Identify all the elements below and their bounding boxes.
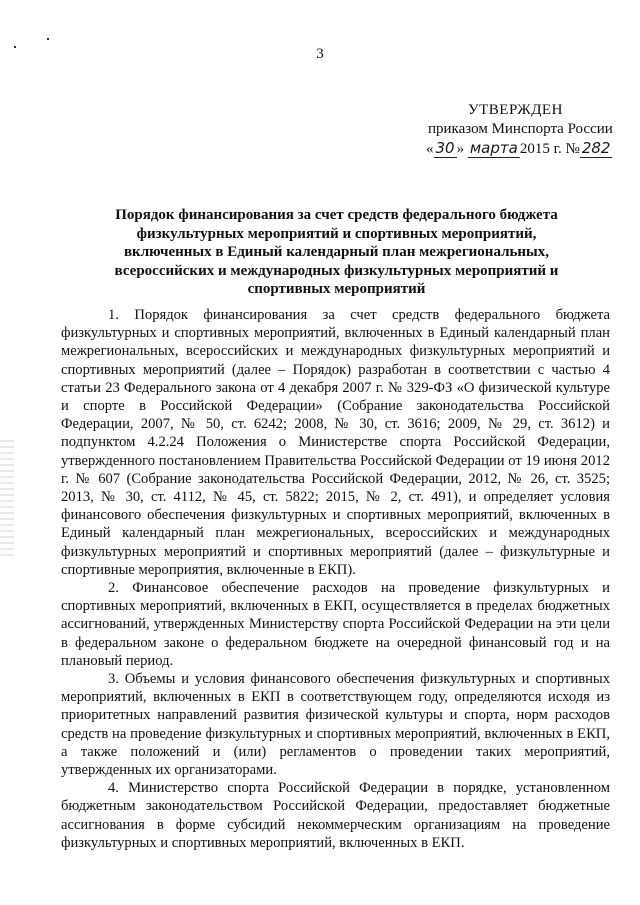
approval-order: приказом Минспорта России — [428, 121, 613, 137]
title-line: включенных в Единый календарный план межрегиональных, — [123, 244, 550, 261]
title-line: спортивных мероприятий — [247, 281, 426, 298]
date-close-quote: » — [456, 141, 465, 157]
approval-stamp — [420, 101, 630, 159]
approval-status: УТВЕРЖДЕН — [468, 102, 563, 118]
document-body — [61, 306, 610, 852]
paragraph-1: 1. Порядок финансирования за счет средств федерального бюджета физкультурных и спортивных мероприятий, включенных в Единый календарный план межрегиональных, всероссийских и международных физкультурных мероприятий и спортивных мероприятий (далее – Порядок) разработан в соответствии с частью 4 статьи 23 Федерального закона от 4 декабря 2007 г. № 329-ФЗ «О физической культуре и спорте в Российской Федерации» (Собрание законодательства Российской Федерации, 2007, № 50, ст. 6242; 2008, № 30, ст. 3616; 2009, № 29, ст. 3612) и подпунктом 4.2.24 Положения о Министерстве спорта Российской Федерации, утвержденного постановлением Правительства Российской Федерации от 19 июня 2012 г. № 607 (Собрание законодательства Российской Федерации, 2012, № 26, ст. 3525; 2013, № 30, ст. 4112, № 45, ст. 5822; 2015, № 2, ст. 491), и определяет условия финансового обеспечения физкультурных и спортивных мероприятий, включенных в Единый календарный план межрегиональных, всероссийских и международных физкультурных мероприятий и спортивных мероприятий (далее – физкультурные и спортивные мероприятия, включенные в ЕКП). — [61, 307, 610, 578]
paragraph-4: 4. Министерство спорта Российской Федерации в порядке, установленном бюджетным законодательством Российской Федерации, предоставляет бюджетные ассигнования в форме субсидий некоммерческим организациям на проведение физкультурных и спортивных мероприятий, включенных в ЕКП. — [61, 780, 610, 851]
handwritten-order-number: 282 — [581, 139, 611, 157]
title-line: Порядок финансирования за счет средств федерального бюджета — [115, 207, 558, 223]
paragraph-3: 3. Объемы и условия финансового обеспечения физкультурных и спортивных мероприятий, включенных в ЕКП в соответствующем году, определяются исходя из приоритетных направлений развития физической культуры и спорта, норм расходов средств на проведение физкультурных и спортивных мероприятий, включенных в ЕКП, а также положений и (или) регламентов о проведении таких мероприятий, утвержденных их организаторами. — [61, 671, 610, 779]
scan-edge-noise — [0, 440, 14, 560]
date-year: 2015 г. № — [519, 141, 580, 157]
title-line: физкультурных мероприятий и спортивных мероприятий, — [136, 225, 537, 242]
approval-date — [420, 139, 630, 159]
page-number: 3 — [316, 46, 324, 62]
document-title — [62, 206, 611, 299]
handwritten-day: 30 — [435, 139, 455, 157]
handwritten-month: марта — [469, 139, 518, 157]
title-line: всероссийских и международных физкультурных мероприятий и — [114, 262, 559, 279]
date-open-quote: « — [426, 141, 434, 157]
paragraph-2: 2. Финансовое обеспечение расходов на проведение физкультурных и спортивных мероприятий, включенных в ЕКП, осуществляется в пределах бюджетных ассигнований, утвержденных Министерству спорта Российской Федерации на эти цели в федеральном законе о федеральном бюджете на очередной финансовый год и на плановый период. — [61, 580, 610, 669]
scan-speck — [47, 38, 49, 40]
